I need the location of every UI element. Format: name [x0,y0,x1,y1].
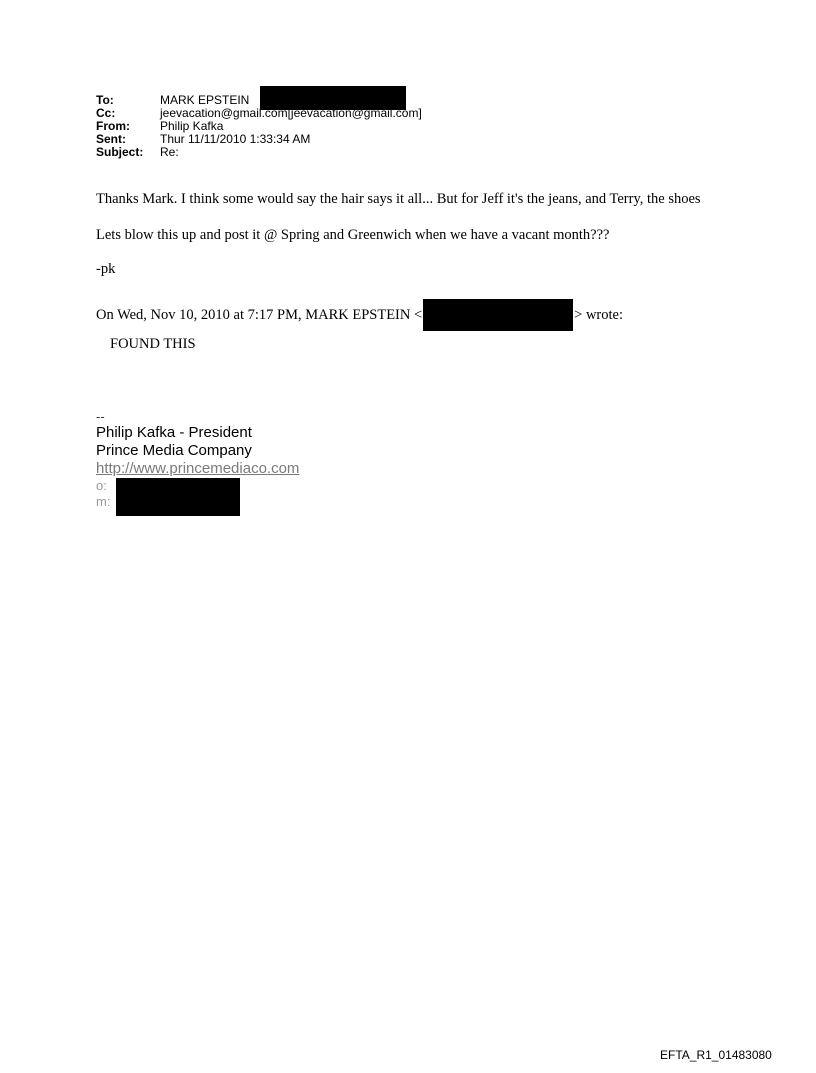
mobile-label: m: [96,494,111,509]
office-label: o: [96,478,107,493]
sent-value: Thur 11/11/2010 1:33:34 AM [160,132,311,146]
to-label: To: [96,93,114,107]
quoted-text: FOUND THIS [110,336,196,352]
quote-intro [96,299,623,331]
quote-intro-text: > wrote: [574,307,624,323]
signature-separator: -- [96,409,105,424]
website-link[interactable]: http://www.princemediaco.com [96,460,300,477]
from-label: From: [96,119,130,133]
signoff: -pk [96,261,116,277]
body-paragraph: Thanks Mark. I think some would say the hair says it all... But for Jeff it's the jeans, and Terry, the shoes [96,191,701,207]
body-paragraph: Lets blow this up and post it @ Spring and Greenwich when we have a vacant month??? [96,227,610,243]
signature [96,410,299,516]
signature-name: Philip Kafka - President [96,424,252,441]
mobile-phone-row [96,494,299,516]
sent-label: Sent: [96,132,126,146]
from-value: Philip Kafka [160,119,224,133]
cc-label: Cc: [96,106,116,120]
to-value: MARK EPSTEIN [160,93,250,107]
redaction-box [423,299,573,331]
subject-value: Re: [160,145,179,159]
office-phone-row [96,478,299,494]
quote-intro-text: On Wed, Nov 10, 2010 at 7:17 PM, MARK EPSTEIN < [96,307,423,323]
redaction-box [116,494,240,516]
subject-label: Subject: [96,145,144,159]
document-id: EFTA_R1_01483080 [660,1048,772,1062]
signature-company: Prince Media Company [96,442,252,459]
sent-row [96,133,736,146]
subject-row [96,146,736,159]
cc-value: jeevacation@gmail.com[jeevacation@gmail.com] [160,106,422,120]
redaction-box [116,478,240,494]
email-header [96,94,736,159]
